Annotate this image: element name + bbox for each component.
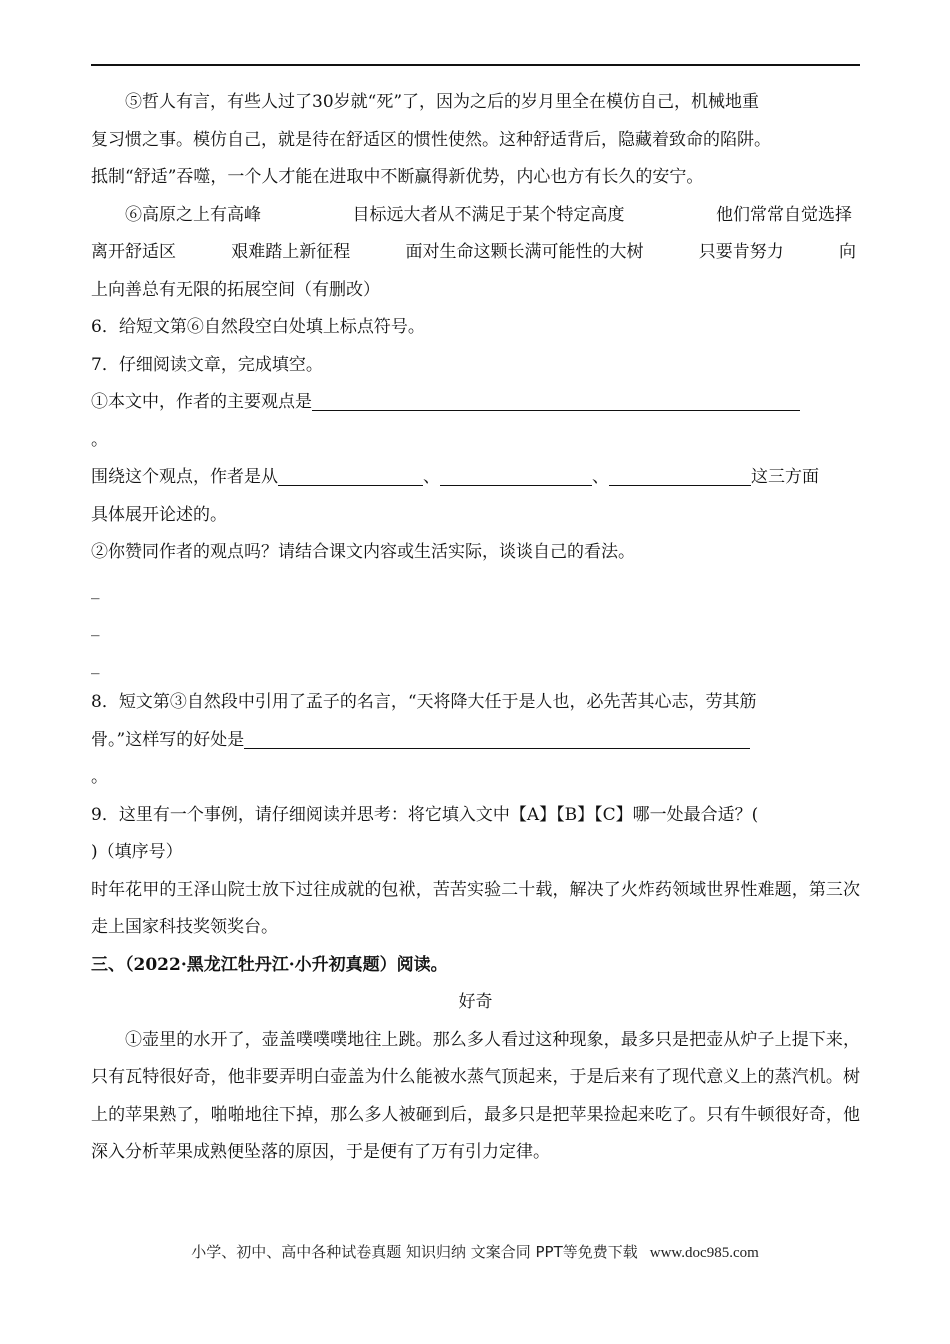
paragraph-5-line-2: 复习惯之事。模仿自己，就是待在舒适区的惯性使然。这种舒适背后，隐藏着致命的陷阱。 (91, 129, 771, 150)
paragraph-5-line-3: 抵制“舒适”吞噬，一个人才能在进取中不断赢得新优势，内心也方有长久的安宁。 (91, 167, 704, 187)
question-7-part-1b-line-2: 具体展开论述的。 (91, 504, 227, 525)
question-7-part-1b-suffix: 这三方面 (751, 467, 819, 487)
question-9-example: 时年花甲的王泽山院士放下过往成就的包袱，苦苦实验二十载，解决了火炸药领域世界性难题，第三次走上国家科技奖领奖台。 (91, 879, 860, 937)
answer-blank-aspect-3[interactable] (609, 463, 751, 486)
passage-paragraph-1: ①壶里的水开了，壶盖噗噗噗地往上跳。那么多人看过这种现象，最多只是把壶从炉子上提下来，只有瓦特很好奇，他非要弄明白壶盖为什么能被水蒸气顶起来，于是后来有了现代意义上的蒸汽机。树上的苹果熟了，啪啪地往下掉，那么多人被砸到后，最多只是把苹果捡起来吃了。只有牛顿很好奇，他深入分析苹果成熟便坠落的原因，于是便有了万有引力定律。 (91, 1029, 860, 1162)
separator: 、 (592, 467, 609, 487)
paragraph-6-segment: 只要肯努力 (698, 242, 784, 262)
paragraph-6-segment: ⑥高原之上有高峰 (125, 204, 261, 225)
question-7-title: 7．仔细阅读文章，完成填空。 (91, 354, 323, 375)
question-9-line-2: )（填序号） (91, 842, 183, 862)
answer-line[interactable]: _ (91, 617, 100, 637)
question-8-prompt: 骨。”这样写的好处是 (91, 729, 245, 750)
question-7-period: 。 (91, 429, 108, 450)
question-8-period: 。 (91, 767, 108, 787)
paragraph-6-row-3: 上向善总有无限的拓展空间（有删改） (91, 279, 380, 300)
page-footer (0, 1241, 950, 1262)
paragraph-6-segment: 离开舒适区 (91, 242, 176, 262)
header-rule (91, 64, 860, 66)
answer-blank-aspect-2[interactable] (440, 463, 592, 486)
question-7-part-1 (91, 384, 860, 422)
answer-line[interactable]: _ (91, 654, 100, 675)
paragraph-6-segment: 他们常常自觉选择 (716, 204, 852, 225)
answer-blank-main-idea[interactable] (312, 388, 800, 411)
paragraph-5 (91, 84, 860, 197)
paragraph-6-segment: 目标远大者从不满足于某个特定高度 (352, 204, 625, 225)
separator: 、 (423, 467, 440, 487)
paragraph-6-row-2 (91, 234, 860, 272)
footer-text: 小学、初中、高中各种试卷真题 知识归纳 文案合同 PPT等免费下载 (191, 1243, 638, 1261)
question-7-part-1b (91, 459, 860, 497)
footer-url[interactable]: www.doc985.com (649, 1245, 759, 1261)
paragraph-6-segment: 向 (839, 242, 856, 262)
question-8-line-1: 8．短文第③自然段中引用了孟子的名言，“天将降大任于是人也，必先苦其心志，劳其筋 (91, 692, 757, 712)
question-6: 6．给短文第⑥自然段空白处填上标点符号。 (91, 317, 425, 337)
answer-blank-benefit[interactable] (244, 726, 750, 749)
passage-title: 好奇 (458, 992, 493, 1012)
question-9-line-1: 9．这里有一个事例，请仔细阅读并思考：将它填入文中【A】【B】【C】哪一处最合适？( (91, 804, 759, 825)
question-7-part-1-prompt: ①本文中，作者的主要观点是 (91, 392, 312, 412)
question-7-part-2: ②你赞同作者的观点吗？请结合课文内容或生活实际，谈谈自己的看法。 (91, 542, 635, 562)
document-body (91, 84, 860, 1172)
paragraph-5-line-1: ⑤哲人有言，有些人过了30岁就“死”了，因为之后的岁月里全在模仿自己，机械地重 (125, 92, 760, 112)
section-3-heading: 三、（2022·黑龙江牡丹江·小升初真题）阅读。 (91, 954, 448, 975)
paragraph-6-segment: 艰难踏上新征程 (231, 242, 351, 262)
question-8-line-2 (91, 722, 860, 760)
question-7-part-1b-prompt: 围绕这个观点，作者是从 (91, 467, 278, 487)
paragraph-6-segment: 面对生命这颗长满可能性的大树 (405, 242, 644, 262)
answer-line[interactable]: _ (91, 579, 100, 600)
answer-blank-aspect-1[interactable] (278, 463, 423, 486)
paragraph-6-row-1 (91, 197, 860, 235)
